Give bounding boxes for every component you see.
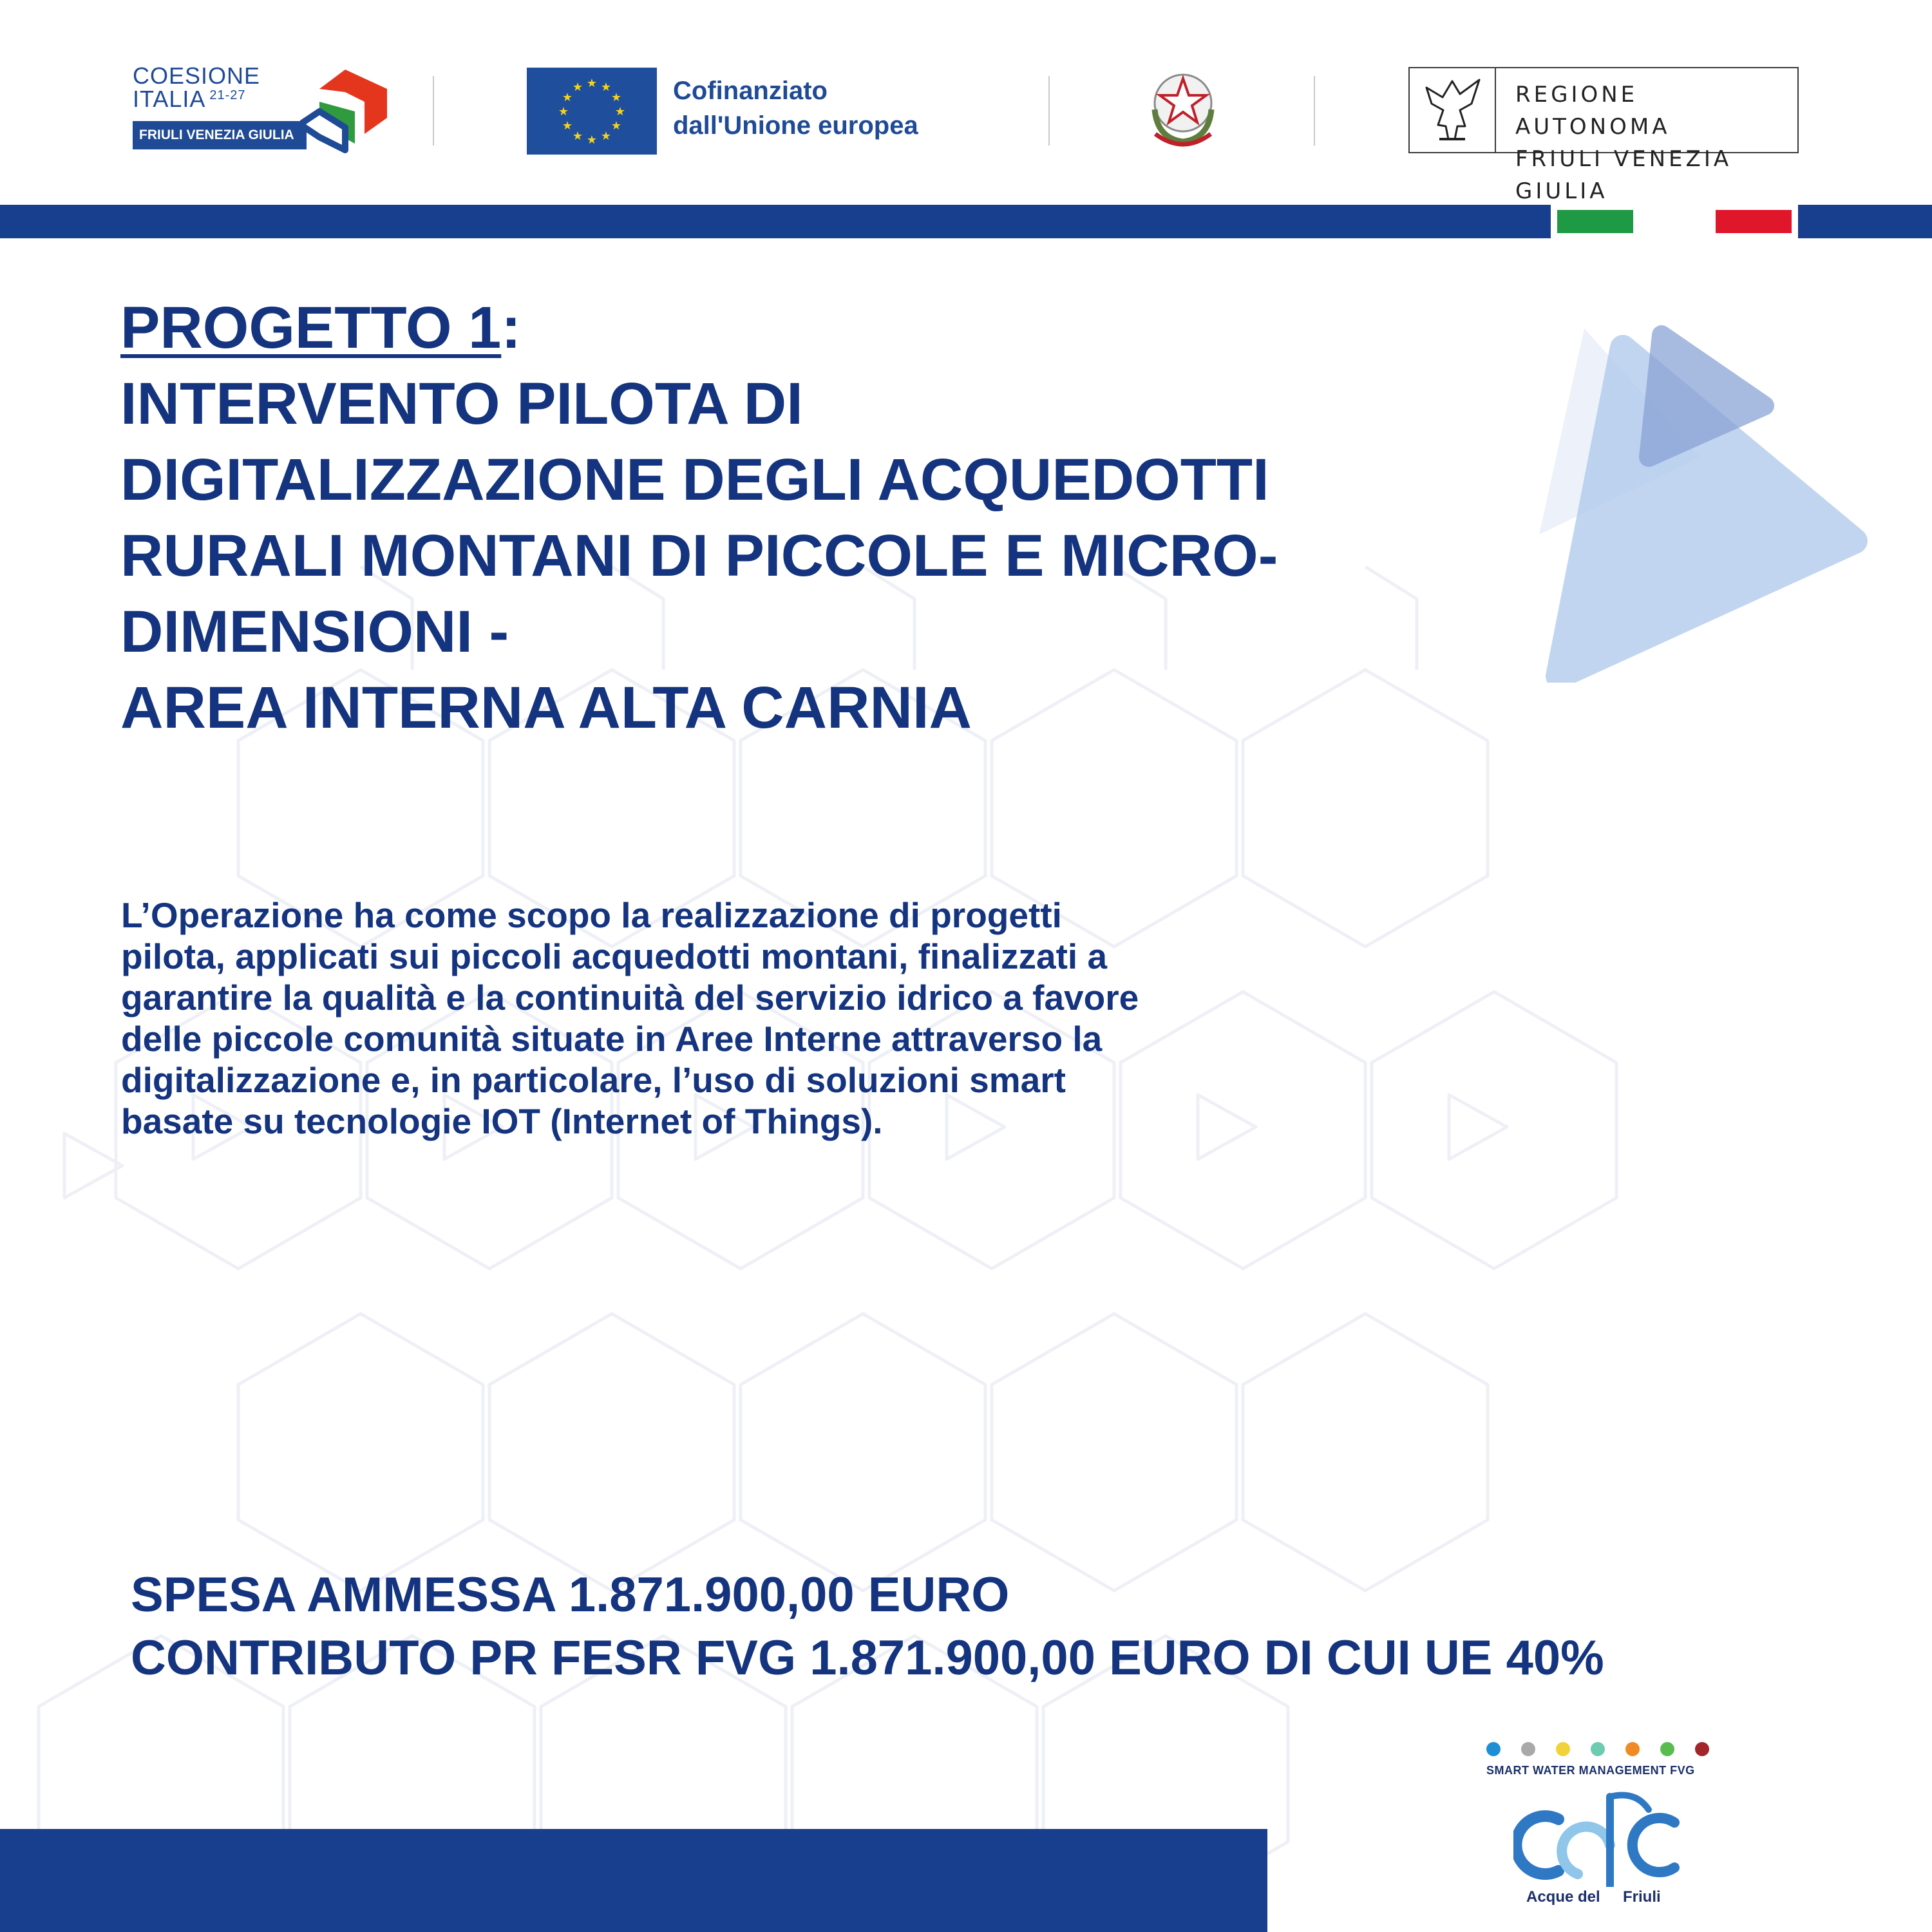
flag-white-stripe [1633,210,1716,233]
swm-dot [1556,1742,1570,1756]
funding-info [131,1564,1604,1690]
swm-dot [1521,1742,1535,1756]
title-line: DIGITALIZZAZIONE DEGLI ACQUEDOTTI [120,447,1269,513]
flag-green-stripe [1557,210,1633,233]
contributo-fesr: CONTRIBUTO PR FESR FVG 1.871.900,00 EURO DI CUI UE 40% [131,1631,1604,1685]
description-line: digitalizzazione e, in particolare, l’uso di soluzioni smart [121,1060,1066,1100]
title-line: RURALI MONTANI DI PICCOLE E MICRO- [120,523,1278,589]
svg-text:★: ★ [600,80,612,94]
description-line: pilota, applicati sui piccoli acquedotti montani, finalizzati a [121,936,1108,976]
regione-divider [1495,68,1496,152]
regione-text [1515,79,1797,207]
coesione-logo [133,64,403,158]
svg-text:★: ★ [611,91,622,104]
italian-republic-emblem-icon [1141,64,1225,151]
title-line: DIMENSIONI - [120,599,509,665]
coesione-line2 [133,88,246,111]
svg-text:★: ★ [572,80,583,94]
regione-fvg-logo [1408,67,1799,204]
adf-right-text: Friuli [1623,1888,1661,1906]
coesione-years: 21-27 [209,88,246,102]
description-line: delle piccole comunità situate in Aree Interne attraverso la [121,1019,1103,1059]
header-separator [433,76,434,146]
acque-del-friuli-icon [1513,1790,1694,1887]
eu-cofinanced-text [673,73,918,143]
eu-line2: dall'Unione europea [673,111,918,140]
svg-text:★: ★ [586,77,598,90]
regione-line2: FRIULI VENEZIA GIULIA [1515,146,1732,204]
title-lead [120,290,1278,366]
svg-text:★: ★ [562,91,573,104]
swm-dot [1591,1742,1605,1756]
svg-text:★: ★ [614,105,626,118]
eu-line1: Cofinanziato [673,77,828,105]
swm-dot [1695,1742,1709,1756]
regione-line1: REGIONE AUTONOMA [1515,82,1671,140]
footer-band [0,1829,1267,1932]
description-line: basate su tecnologie IOT (Internet of Things). [121,1101,883,1141]
decorative-triangles [1507,309,1868,683]
eagle-icon [1420,75,1484,146]
svg-text:★: ★ [611,119,622,133]
title-lead-suffix: : [501,295,521,361]
coesione-arrow-icon [300,63,403,153]
project-title [120,290,1278,746]
project-description [121,895,1139,1142]
swm-dot [1660,1742,1674,1756]
description-line: garantire la qualità e la continuità del servizio idrico a favore [121,978,1139,1018]
flag-red-stripe [1716,210,1792,233]
acque-del-friuli-logo [1507,1790,1700,1919]
coesione-italia: ITALIA [133,86,206,112]
swm-dot [1486,1742,1501,1756]
svg-text:★: ★ [562,119,573,133]
header-separator [1048,76,1050,146]
adf-left-text: Acque del [1526,1888,1600,1906]
svg-text:★: ★ [600,129,612,143]
spesa-ammessa: SPESA AMMESSA 1.871.900,00 EURO [131,1567,1010,1622]
header-separator [1314,76,1315,146]
svg-text:★: ★ [572,129,583,143]
swm-dot [1625,1742,1640,1756]
coesione-region-bar: FRIULI VENEZIA GIULIA [133,121,307,149]
title-line: INTERVENTO PILOTA DI [120,371,803,437]
coesione-line1: COESIONE [133,62,261,89]
svg-text:★: ★ [558,105,569,118]
svg-text:★: ★ [586,133,598,147]
smart-water-logo [1481,1742,1726,1781]
swm-dots [1486,1742,1725,1757]
italian-flag-strip [1551,205,1798,238]
eu-flag-icon [527,68,657,155]
swm-label: SMART WATER MANAGEMENT FVG [1486,1764,1695,1777]
description-line: L’Operazione ha come scopo la realizzazione di progetti [121,895,1062,935]
title-line: AREA INTERNA ALTA CARNIA [120,675,972,741]
title-project-number: PROGETTO 1 [120,295,502,361]
